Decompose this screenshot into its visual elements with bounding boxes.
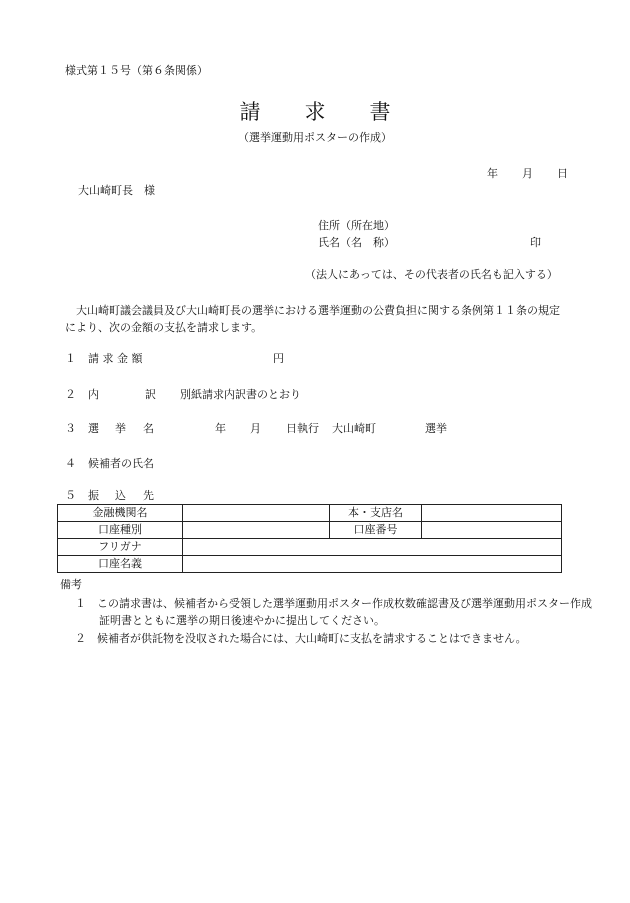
table-row (58, 522, 562, 539)
remark-number: ２ (75, 632, 86, 645)
item-election-year: 年 (215, 422, 226, 435)
item-election-label: 挙 (115, 422, 126, 435)
item-transfer-label: 込 (115, 489, 126, 502)
branch-label: 本・支店名 (330, 505, 422, 522)
furigana-label: フリガナ (58, 539, 183, 556)
item-election-label: 選 (88, 422, 99, 435)
item-amount-label: 請 求 金 額 (88, 352, 143, 365)
title-char: 請 (239, 100, 261, 124)
table-row (58, 505, 562, 522)
institution-label: 金融機関名 (58, 505, 183, 522)
item-breakdown-value: 別紙請求内訳書のとおり (180, 388, 301, 401)
date-month: 月 (522, 167, 533, 180)
form-number: 様式第１５号（第６条関係） (65, 64, 208, 77)
branch-field[interactable] (422, 505, 562, 522)
item-transfer-number: ５ (65, 489, 76, 502)
item-election-held: 日執行 (286, 422, 319, 435)
furigana-field[interactable] (183, 539, 562, 556)
item-election-month: 月 (250, 422, 261, 435)
document-title (0, 100, 630, 125)
date-year: 年 (487, 167, 498, 180)
item-election-town: 大山崎町 (332, 422, 376, 435)
addressee: 大山崎町長 様 (78, 184, 155, 197)
remark-item (75, 595, 599, 629)
account-type-label: 口座種別 (58, 522, 183, 539)
account-number-label: 口座番号 (330, 522, 422, 539)
request-body-text: 大山崎町議会議員及び大山崎町長の選挙における選挙運動の公費負担に関する条例第１１条の規定により、次の金額の支払を請求します。 (65, 304, 560, 335)
remark-text: 候補者が供託物を没収された場合には、大山崎町に支払を請求することはできません。 (97, 632, 527, 645)
title-char: 書 (369, 100, 391, 124)
corporation-note: （法人にあっては、その代表者の氏名も記入する） (305, 268, 558, 281)
remark-item (75, 630, 599, 647)
item-candidate-label: 候補者の氏名 (88, 457, 154, 470)
account-name-label: 口座名義 (58, 556, 183, 573)
table-row (58, 539, 562, 556)
bank-account-table (57, 504, 562, 573)
item-transfer-label: 先 (143, 489, 154, 502)
institution-field[interactable] (183, 505, 330, 522)
document-subtitle: （選挙運動用ポスターの作成） (238, 131, 392, 144)
account-name-field[interactable] (183, 556, 562, 573)
item-breakdown-label: 訳 (145, 388, 156, 401)
item-transfer-label: 振 (88, 489, 99, 502)
table-row (58, 556, 562, 573)
name-label: 氏名（名 称） (318, 236, 395, 249)
item-election-suffix: 選挙 (425, 422, 447, 435)
account-number-field[interactable] (422, 522, 562, 539)
item-election-label: 名 (143, 422, 154, 435)
remarks-title: 備考 (60, 578, 82, 591)
remark-number: １ (75, 597, 86, 610)
item-candidate-number: ４ (65, 457, 76, 470)
date-day: 日 (557, 167, 568, 180)
item-amount-number: １ (65, 352, 76, 365)
seal-mark: 印 (530, 236, 541, 249)
item-amount-unit: 円 (273, 352, 284, 365)
remark-text: この請求書は、候補者から受領した選挙運動用ポスター作成枚数確認書及び選挙運動用ポスター作成証明書とともに選挙の期日後速やかに提出してください。 (97, 597, 592, 628)
item-breakdown-number: ２ (65, 388, 76, 401)
item-election-number: ３ (65, 422, 76, 435)
account-type-field[interactable] (183, 522, 330, 539)
item-breakdown-label: 内 (88, 388, 99, 401)
title-char: 求 (304, 100, 326, 124)
address-label: 住所（所在地） (318, 219, 395, 232)
